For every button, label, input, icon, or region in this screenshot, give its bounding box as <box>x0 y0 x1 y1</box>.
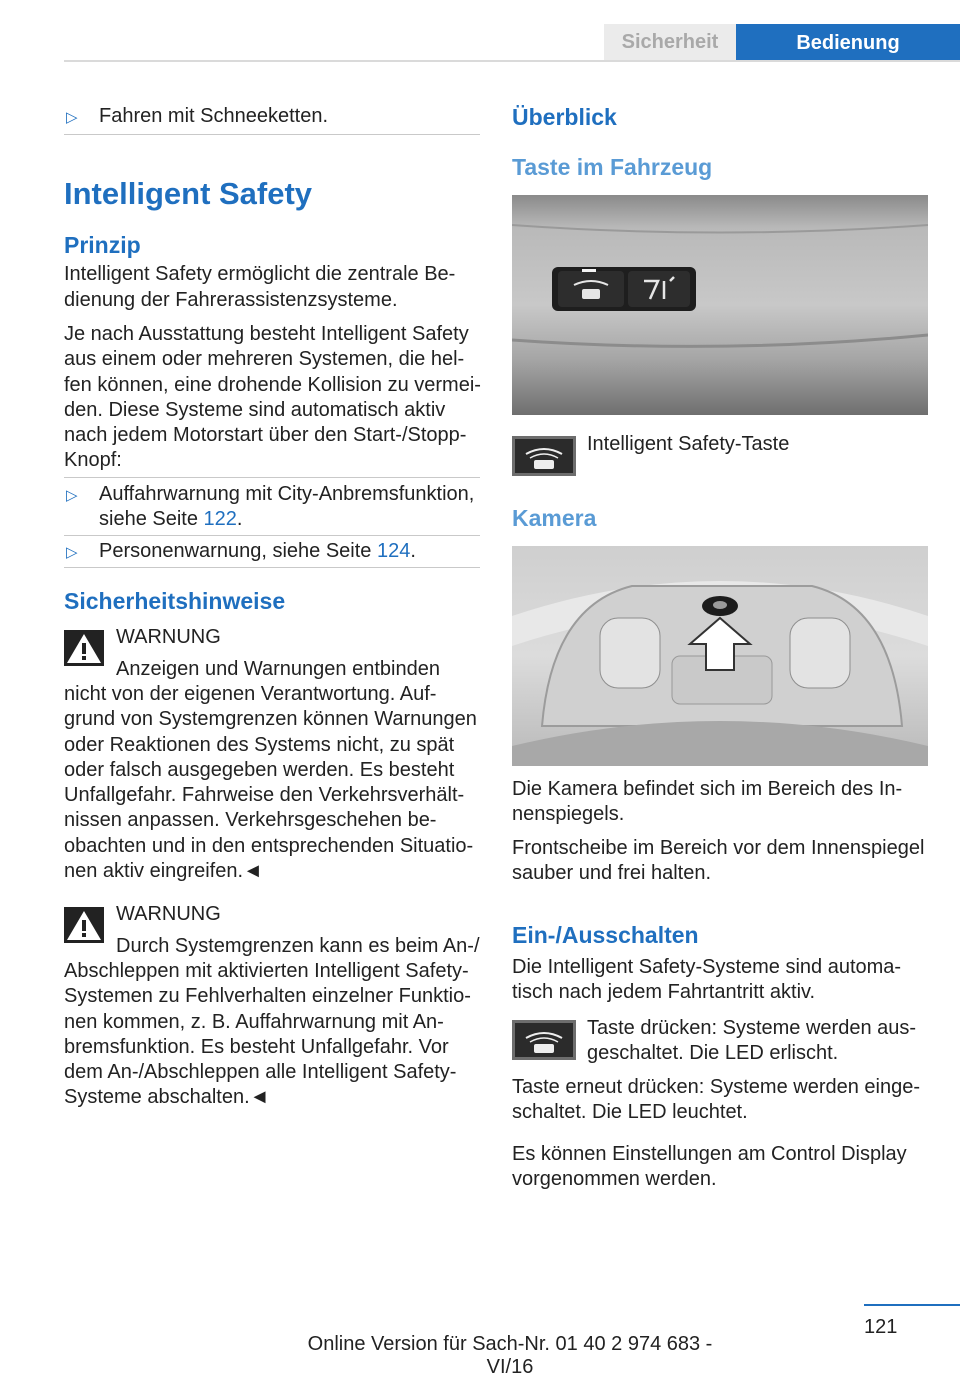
overview-heading: Überblick <box>512 104 617 130</box>
warning-triangle-icon <box>64 630 104 666</box>
icon-caption: Intelligent Safety-Taste <box>587 433 790 455</box>
header-rule <box>64 60 960 62</box>
bullet1-line: Auffahrwarnung mit City-Anbremsfunktion, <box>99 483 475 505</box>
bullet1-text: siehe Seite <box>99 508 204 530</box>
divider <box>64 567 480 568</box>
triangle-right-icon: ▷ <box>66 487 78 504</box>
header-tab-bedienung-label: Bedienung <box>796 31 900 54</box>
taste-heading: Taste im Fahrzeug <box>512 154 713 180</box>
warning-line: oder falsch ausgegeben werden. Es besteht <box>64 759 455 781</box>
kamera-line: nenspiegels. <box>512 803 625 825</box>
divider <box>64 535 480 536</box>
triangle-right-icon: ▷ <box>66 544 78 561</box>
warning-line: nissen anpassen. Verkehrsgeschehen be- <box>64 809 437 831</box>
prinzip-heading: Prinzip <box>64 232 141 258</box>
warning-line: oder Reaktionen des Systems nicht, zu spät <box>64 734 455 756</box>
ein-icon-line: Taste drücken: Systeme werden aus- <box>587 1017 917 1039</box>
warning-line: nicht von der eigenen Verantwortung. Auf- <box>64 683 437 705</box>
warning-line: Systeme abschalten.◄ <box>64 1086 270 1108</box>
camera-photo <box>512 546 928 766</box>
prinzip-line: Intelligent Safety ermöglicht die zentrale Be- <box>64 263 456 285</box>
page-link-124[interactable]: 124 <box>376 540 411 562</box>
kamera-heading: Kamera <box>512 505 597 531</box>
ein-icon-line: geschaltet. Die LED erlischt. <box>587 1042 839 1064</box>
ein-line: Die Intelligent Safety-Systeme sind automa- <box>512 956 902 978</box>
bullet2-text: Personenwarnung, siehe Seite <box>99 540 377 562</box>
warning-line: Durch Systemgrenzen kann es beim An-/ <box>116 935 480 957</box>
prinzip-line: Knopf: <box>64 449 122 471</box>
header-tab-sicherheit-label: Sicherheit <box>621 30 719 53</box>
divider <box>64 134 480 135</box>
bullet-top-text: Fahren mit Schneeketten. <box>99 105 329 127</box>
header-tab-bedienung[interactable] <box>736 24 960 62</box>
intelligent-safety-button-icon <box>512 1020 576 1060</box>
page-number: 121 <box>864 1316 898 1338</box>
divider <box>64 477 480 478</box>
ein-line: vorgenommen werden. <box>512 1168 717 1190</box>
warning-line: Anzeigen und Warnungen entbinden <box>116 658 440 680</box>
ein-line: Taste erneut drücken: Systeme werden einge- <box>512 1076 920 1098</box>
warning-line: Unfallgefahr. Fahrweise den Verkehrsverhält- <box>64 784 465 806</box>
warning-line: grund von Systemgrenzen können Warnungen <box>64 708 477 730</box>
section-title: Intelligent Safety <box>64 176 313 211</box>
kamera-line: Frontscheibe im Bereich vor dem Innenspiegel <box>512 837 925 859</box>
ein-line: tisch nach jedem Fahrtantritt aktiv. <box>512 981 816 1003</box>
prinzip-line: nach jedem Motorstart über den Start-/Stopp- <box>64 424 467 446</box>
prinzip-line: fen können, eine drohende Kollision zu vermei- <box>64 374 481 396</box>
ein-line: Es können Einstellungen am Control Display <box>512 1143 907 1165</box>
triangle-right-icon: ▷ <box>66 109 78 126</box>
bullet2-line <box>99 539 416 564</box>
bullet1-dot: . <box>236 508 243 530</box>
warning-line: nen kommen, z. B. Auffahrwarnung mit An- <box>64 1011 444 1033</box>
footer-rule <box>864 1304 960 1306</box>
warning-triangle-icon <box>64 907 104 943</box>
page-link-122[interactable]: 122 <box>203 508 237 530</box>
intelligent-safety-button-icon <box>512 436 576 476</box>
ein-line: schaltet. Die LED leuchtet. <box>512 1101 748 1123</box>
prinzip-line: den. Diese Systeme sind automatisch aktiv <box>64 399 446 421</box>
prinzip-line: aus einem oder mehreren Systemen, die hel- <box>64 348 465 370</box>
vehicle-button-photo <box>512 195 928 415</box>
bullet2-dot: . <box>410 540 416 562</box>
prinzip-line: dienung der Fahrerassistenzsysteme. <box>64 289 398 311</box>
warning-line: Abschleppen mit aktivierten Intelligent Safety- <box>64 960 469 982</box>
warning-line: dem An-/Abschleppen alle Intelligent Safety- <box>64 1061 457 1083</box>
warning-label: WARNUNG <box>116 903 221 925</box>
warning-label: WARNUNG <box>116 626 221 648</box>
warning-line: obachten und in den entsprechenden Situatio- <box>64 835 474 857</box>
prinzip-line: Je nach Ausstattung besteht Intelligent Safety <box>64 323 469 345</box>
bullet1-line2 <box>99 507 242 532</box>
kamera-line: sauber und frei halten. <box>512 862 712 884</box>
header-tab-sicherheit[interactable] <box>604 24 736 60</box>
safety-heading: Sicherheitshinweise <box>64 588 286 614</box>
warning-line: bremsfunktion. Es besteht Unfallgefahr. Vor <box>64 1036 449 1058</box>
footer-note: Online Version für Sach-Nr. 01 40 2 974 683 - VI/16 <box>307 1333 713 1378</box>
warning-line: nen aktiv eingreifen.◄ <box>64 860 263 882</box>
ein-heading: Ein-/Ausschalten <box>512 922 699 948</box>
warning-line: Systemen zu Fehlverhalten einzelner Funktio- <box>64 985 471 1007</box>
kamera-line: Die Kamera befindet sich im Bereich des In- <box>512 778 903 800</box>
